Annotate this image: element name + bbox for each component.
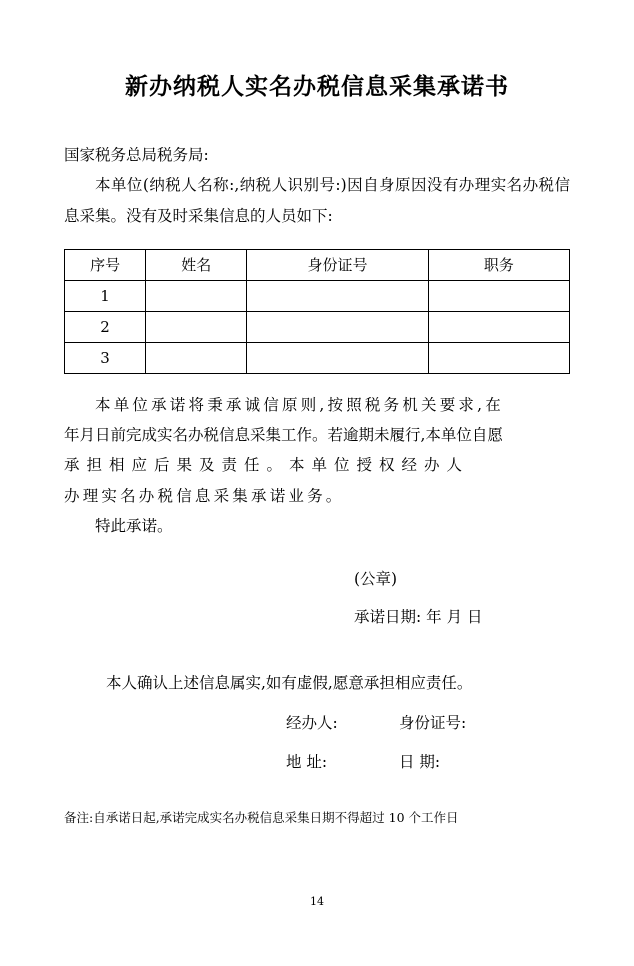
cell-id[interactable] — [247, 342, 428, 373]
commitment-line-4: 办理实名办税信息采集承诺业务。 — [64, 486, 345, 505]
table-header-id: 身份证号 — [247, 249, 428, 280]
table-row — [65, 311, 570, 342]
cell-title[interactable] — [428, 311, 569, 342]
signature-fields-row-2 — [64, 750, 570, 772]
table-header-row — [65, 249, 570, 280]
paragraph-reason: 本单位(纳税人名称:,纳税人识别号:)因自身原因没有办理实名办税信息采集。没有及时采集信息的人员如下: — [64, 176, 570, 225]
table-row — [65, 342, 570, 373]
cell-id[interactable] — [247, 311, 428, 342]
remark-note: 备注:自承诺日起,承诺完成实名办税信息采集日期不得超过 10 个工作日 — [64, 809, 459, 825]
commitment-line-1: 本单位承诺将秉承诚信原则,按照税务机关要求,在 — [95, 395, 504, 414]
page-title: 新办纳税人实名办税信息采集承诺书 — [125, 73, 509, 100]
cell-name[interactable] — [146, 342, 247, 373]
confirmation-statement: 本人确认上述信息属实,如有虚假,愿意承担相应责任。 — [106, 673, 473, 692]
promise-date-label: 承诺日期: — [354, 607, 422, 626]
table-header-title: 职务 — [428, 249, 569, 280]
cell-name[interactable] — [146, 280, 247, 311]
cell-no: 3 — [65, 342, 146, 373]
seal-placeholder: (公章) — [354, 569, 398, 588]
table-row — [65, 280, 570, 311]
page-number: 14 — [310, 895, 324, 908]
cell-id[interactable] — [247, 280, 428, 311]
document-page — [0, 68, 634, 966]
cell-no: 2 — [65, 311, 146, 342]
promise-date-line — [64, 605, 570, 627]
cell-title[interactable] — [428, 342, 569, 373]
addressee-line: 国家税务总局税务局: — [64, 146, 209, 164]
cell-name[interactable] — [146, 311, 247, 342]
id-number-label: 身份证号: — [398, 713, 467, 732]
table-header-name: 姓名 — [146, 249, 247, 280]
personnel-table — [64, 249, 570, 374]
commitment-line-2: 年月日前完成实名办税信息采集工作。若逾期未履行,本单位自愿 — [64, 426, 503, 445]
handler-label: 经办人: — [286, 713, 338, 732]
cell-title[interactable] — [428, 280, 569, 311]
paragraph-declaration: 特此承诺。 — [95, 516, 173, 535]
promise-date-value[interactable]: 年 月 日 — [426, 607, 483, 626]
commitment-line-3: 承担相应后果及责任。本单位授权经办人 — [64, 456, 470, 475]
address-label: 地 址: — [286, 752, 328, 771]
table-header-no: 序号 — [65, 249, 146, 280]
cell-no: 1 — [65, 280, 146, 311]
paragraph-commitment — [64, 390, 570, 511]
signature-fields-row-1 — [64, 711, 570, 733]
date-label: 日 期: — [398, 752, 441, 771]
